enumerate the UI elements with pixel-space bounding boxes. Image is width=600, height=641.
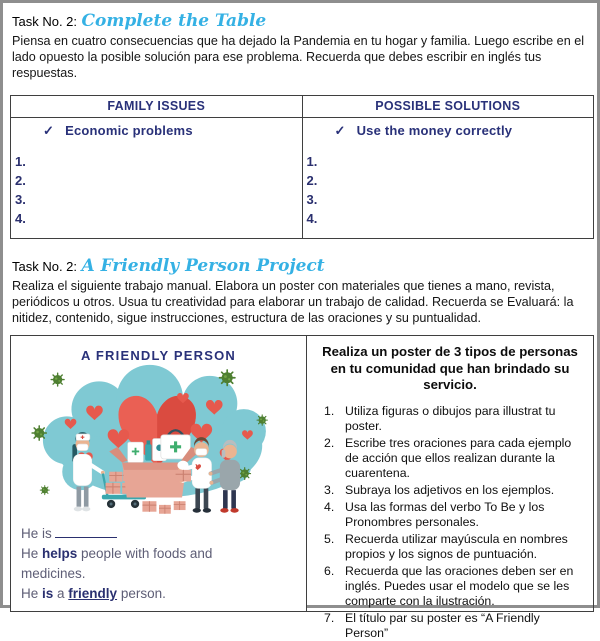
task2-title-row bbox=[12, 256, 590, 276]
underlined-adjective: friendly bbox=[68, 586, 118, 601]
item-number: 7. bbox=[324, 610, 335, 625]
parcel bbox=[173, 501, 185, 510]
instruction-item bbox=[324, 436, 584, 481]
poster-example-box bbox=[10, 335, 307, 612]
virus-icon bbox=[40, 486, 49, 495]
sentence-text: person. bbox=[117, 586, 166, 601]
item-text: Usa las formas del verbo To Be y los Pronombres personales. bbox=[345, 499, 545, 529]
table-body-row bbox=[11, 118, 593, 238]
example-issue-line bbox=[15, 123, 298, 139]
instruction-item bbox=[324, 532, 584, 562]
virus-icon bbox=[32, 426, 46, 440]
bold-verb: helps bbox=[42, 546, 78, 561]
task1-description: Piensa en cuatro consecuencias que ha dejado la Pandemia en tu hogar y familia. Luego escribe en el lado opuesto la posible solución para ese problema. Recuerda que debes escribir en inglés tus respuestas. bbox=[12, 34, 584, 80]
item-number: 3. bbox=[324, 482, 335, 497]
instruction-item bbox=[324, 404, 584, 434]
sentence-text: He is bbox=[21, 526, 52, 541]
sentence-text: people with foods and medicines. bbox=[21, 546, 213, 581]
item-text: El título par su poster es “A Friendly Person” bbox=[345, 610, 540, 640]
item-number: 5. bbox=[324, 531, 335, 546]
virus-icon bbox=[219, 370, 234, 385]
instruction-item bbox=[324, 500, 584, 530]
column-header-family-issues: FAMILY ISSUES bbox=[11, 96, 303, 117]
check-icon: ✓ bbox=[334, 123, 346, 138]
example-solution-line bbox=[307, 123, 590, 139]
sentence-line bbox=[21, 524, 267, 544]
task2-label: Task No. 2: bbox=[12, 259, 78, 274]
example-solution-text: Use the money correctly bbox=[356, 123, 513, 138]
issues-table bbox=[10, 95, 594, 239]
bold-verb: is bbox=[42, 586, 54, 601]
parcel bbox=[105, 483, 120, 494]
answer-line: 2. bbox=[306, 173, 318, 188]
parcel bbox=[175, 470, 190, 482]
item-number: 1. bbox=[324, 403, 335, 418]
virus-icon bbox=[51, 373, 64, 386]
family-issues-cell bbox=[11, 118, 303, 238]
parcel bbox=[159, 505, 171, 514]
solutions-answer-lines bbox=[307, 152, 590, 228]
instruction-item bbox=[324, 483, 584, 498]
sentence-text: He bbox=[21, 586, 43, 601]
parcel bbox=[109, 472, 122, 482]
item-number: 2. bbox=[324, 435, 335, 450]
task2-section bbox=[10, 256, 590, 640]
task1-label: Task No. 2: bbox=[12, 14, 78, 29]
poster-title: A FRIENDLY PERSON bbox=[80, 348, 236, 363]
answer-line: 2. bbox=[15, 173, 26, 188]
item-text: Recuerda que las oraciones deben ser en inglés. Puedes usar el modelo que se les comparte con la ilustración. bbox=[345, 563, 574, 608]
item-text: Utiliza figuras o dibujos para illustrat tu poster. bbox=[345, 403, 556, 433]
item-text: Recuerda utilizar mayúscula en nombres propios y los signos de puntuación. bbox=[345, 531, 568, 561]
item-text: Subraya los adjetivos en los ejemplos. bbox=[345, 482, 555, 497]
instruction-item bbox=[324, 611, 584, 641]
answer-line: 1. bbox=[306, 154, 318, 169]
answer-line: 4. bbox=[306, 211, 318, 226]
scattered-parcels bbox=[142, 501, 185, 514]
answer-line: 1. bbox=[15, 154, 26, 169]
model-sentences bbox=[11, 524, 273, 604]
check-icon: ✓ bbox=[43, 123, 55, 138]
parcel bbox=[142, 501, 156, 512]
friendly-person-illustration bbox=[30, 366, 288, 524]
task1-title: Complete the Table bbox=[81, 11, 267, 31]
sentence-text: a bbox=[53, 586, 69, 601]
example-issue-text: Economic problems bbox=[65, 123, 193, 138]
answer-line: 4. bbox=[15, 211, 26, 226]
item-number: 4. bbox=[324, 499, 335, 514]
answer-line: 3. bbox=[15, 192, 26, 207]
instructions-heading: Realiza un poster de 3 tipos de personas en tu comunidad que han brindado su servicio. bbox=[322, 344, 578, 392]
project-panel bbox=[10, 335, 594, 640]
virus-icon bbox=[238, 468, 250, 480]
sentence-text: He bbox=[21, 546, 43, 561]
fill-in-blank bbox=[55, 525, 117, 538]
issues-answer-lines bbox=[15, 152, 298, 228]
item-number: 6. bbox=[324, 563, 335, 578]
task1-title-row bbox=[12, 11, 590, 31]
item-text: Escribe tres oraciones para cada ejemplo de acción que ellos realizan durante la cuarentena. bbox=[345, 435, 572, 480]
task2-title: A Friendly Person Project bbox=[81, 256, 325, 276]
instructions-list bbox=[316, 404, 584, 641]
sentence-line bbox=[21, 544, 267, 584]
sentence-line bbox=[21, 584, 267, 604]
task2-description: Realiza el siguiente trabajo manual. Elabora un poster con materiales que tienes a mano, revista, periódicos u otros. Usua tu creatividad para elaborar un trabajo de calidad. Recuerda se Evaluará: la nitidez, contenido, sigue instrucciones, estructura de las oraciones y su puntualidad. bbox=[12, 279, 574, 325]
answer-line: 3. bbox=[306, 192, 318, 207]
task1-section bbox=[10, 11, 590, 239]
instruction-item bbox=[324, 564, 584, 609]
virus-icon bbox=[257, 415, 267, 425]
instructions-box bbox=[307, 335, 594, 640]
table-header-row bbox=[11, 96, 593, 118]
column-header-possible-solutions: POSSIBLE SOLUTIONS bbox=[375, 99, 521, 113]
possible-solutions-cell bbox=[303, 118, 594, 238]
